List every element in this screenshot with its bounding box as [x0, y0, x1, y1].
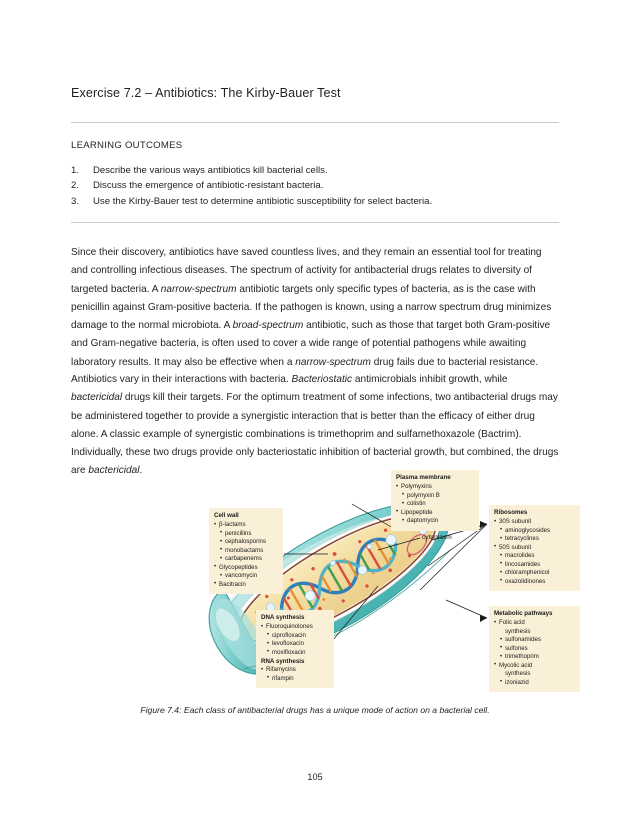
callout-item: • 30S subunit	[494, 518, 574, 527]
callout-item: • aminoglycosides	[494, 527, 574, 536]
body-paragraph-2: Antibiotics vary in their interactions with bacteria. Bacteriostatic antimicrobials inhibit growth, while bactericidal drugs kill their targets. For the optimum treatment of some infections, two antibacterial drugs may be administered together to provide a synergistic interaction that is better than the efficacy of either drug alone. A classic example of synergistic combinations is trimethoprim and sulfamethoxazole (Bactrim). Individually, these two drugs provide only bacteriostatic inhibition of bacterial growth, but combined, the drugs are bactericidal.	[71, 374, 559, 477]
callout-item: • moxifloxacin	[261, 649, 328, 658]
list-item-text: Use the Kirby-Bauer test to determine antibiotic susceptibility for select bacteria.	[93, 195, 433, 207]
callout-item: • ciprofloxacin	[261, 632, 328, 641]
list-item	[71, 163, 541, 178]
callout-item: • tetracyclines	[494, 535, 574, 544]
callout-list-2	[261, 666, 328, 683]
callout-item: • vancomycin	[214, 572, 277, 581]
callout-subtitle: RNA synthesis	[261, 657, 305, 665]
callout-item: • Lipopeptide	[396, 509, 473, 518]
divider-top	[71, 122, 559, 123]
callout-item: • Fluoroquinolones	[261, 623, 328, 632]
learning-outcomes-heading: LEARNING OUTCOMES	[71, 140, 183, 151]
callout-plasma-membrane	[391, 470, 479, 531]
page-title: Exercise 7.2 – Antibiotics: The Kirby-Bauer Test	[71, 86, 341, 100]
callout-item: • izoniazid	[494, 679, 574, 688]
callout-item: • penicillins	[214, 530, 277, 539]
callout-item: • carbapenems	[214, 555, 277, 564]
learning-outcomes-list	[71, 163, 541, 209]
callout-item: • Glycopeptides	[214, 564, 277, 573]
list-item-text: Describe the various ways antibiotics kill bacterial cells.	[93, 165, 328, 176]
callout-item: • β-lactams	[214, 521, 277, 530]
callout-dna-rna-synthesis	[256, 610, 334, 688]
callout-item: • rifampin	[261, 675, 328, 684]
callout-item: • Polymyxins	[396, 483, 473, 492]
list-item-number: 1.	[71, 165, 80, 176]
callout-item: • Folic acid	[494, 619, 574, 628]
callout-title: Plasma membrane	[396, 474, 451, 481]
callout-item: • polymyxin B	[396, 492, 473, 501]
callout-item: • cephalosporins	[214, 538, 277, 547]
list-item	[71, 178, 541, 193]
figure-7-4	[60, 462, 570, 722]
callout-title: DNA synthesis	[261, 614, 305, 621]
figure-illustration	[60, 462, 570, 697]
callout-item: • levofloxacin	[261, 640, 328, 649]
callout-item: • monobactams	[214, 547, 277, 556]
callout-item: • Mycolic acid	[494, 662, 574, 671]
callout-cell-wall	[209, 508, 283, 594]
callout-list	[494, 518, 574, 586]
callout-item: • sulfonamides	[494, 636, 574, 645]
body-paragraph-1: Since their discovery, antibiotics have saved countless lives, and they remain an essential tool for treating and controlling infectious diseases. The spectrum of activity for antibacterial drugs relates to diversity of targeted bacteria. A narrow-spectrum antibiotic targets only specific types of bacteria, as is the case with penicillin against Gram-positive bacteria. If the pathogen is known, using a narrow spectrum drug minimizes damage to the normal microbiota. A broad-spectrum antibiotic, such as those that target both Gram-positive and Gram-negative bacteria, is often used to cover a wide range of potential pathogens while awaiting laboratory results. It may also be effective when a narrow-spectrum drug fails due to bacterial resistance.	[71, 247, 552, 368]
callout-item: • Rifamycins	[261, 666, 328, 675]
callout-item: • Bacitracin	[214, 581, 277, 590]
callout-ribosomes	[489, 505, 580, 591]
list-item-text: Discuss the emergence of antibiotic-resistant bacteria.	[93, 180, 324, 192]
callout-list	[494, 619, 574, 687]
callout-list	[396, 483, 473, 526]
list-item-number: 2.	[71, 180, 80, 192]
callout-item: • lincosamides	[494, 561, 574, 570]
list-item	[71, 194, 541, 209]
callout-item: • sulfones	[494, 645, 574, 654]
callout-item: • trimethoprim	[494, 653, 574, 662]
callout-item: synthesis	[505, 670, 531, 678]
cytoplasm-label: cytoplasm	[422, 534, 452, 541]
callout-title: Metabolic pathways	[494, 610, 553, 617]
callout-item: • oxazolidinones	[494, 578, 574, 587]
body-paragraph-1-container	[71, 244, 559, 384]
callout-item: • colistin	[396, 500, 473, 509]
callout-title: Cell wall	[214, 512, 239, 519]
callout-list	[214, 521, 277, 589]
divider-bottom	[71, 222, 559, 223]
figure-caption: Figure 7.4: Each class of antibacterial drugs has a unique mode of action on a bacterial cell.	[140, 705, 490, 715]
callout-item: • 50S subunit	[494, 544, 574, 553]
callout-item: • chloramphenicol	[494, 569, 574, 578]
callout-item: • daptomycin	[396, 517, 473, 526]
callout-metabolic-pathways	[489, 606, 580, 692]
callout-list	[261, 623, 328, 657]
callout-item: • macrolides	[494, 552, 574, 561]
list-item-number: 3.	[71, 195, 80, 207]
callout-title: Ribosomes	[494, 509, 528, 516]
page-number: 105	[307, 772, 323, 782]
callout-item: synthesis	[505, 627, 531, 635]
